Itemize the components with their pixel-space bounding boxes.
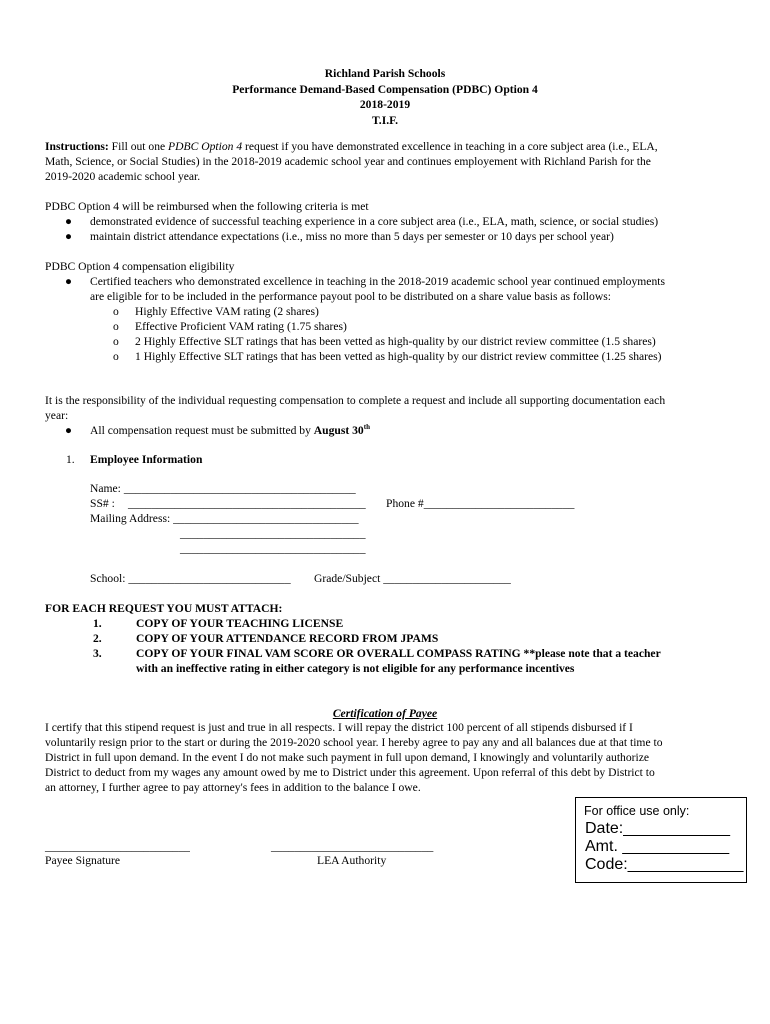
responsibility-text: year:	[45, 409, 69, 422]
attach-item-number: 1.	[93, 617, 102, 630]
name-field[interactable]	[90, 481, 356, 496]
share-item: o Highly Effective VAM rating (2 shares)	[113, 305, 319, 318]
instructions	[45, 139, 735, 184]
instructions-label: Instructions:	[45, 140, 109, 153]
list-item: ● demonstrated evidence of successful teaching experience in a core subject area (i.e., ELA, math, science, or social studies)	[65, 215, 659, 228]
circle-bullet-icon: o	[113, 350, 119, 363]
grade-subject-blank: ______________________	[383, 572, 511, 585]
certification-text	[45, 720, 745, 795]
attach-title: FOR EACH REQUEST YOU MUST ATTACH:	[45, 602, 283, 615]
payee-signature-line[interactable]: _________________________	[45, 840, 190, 853]
bullet-icon: ●	[65, 230, 73, 243]
instructions-text: Fill out one	[108, 140, 169, 153]
attach-item-number: 2.	[93, 632, 102, 645]
bullet-icon: ●	[65, 275, 73, 288]
lea-authority-line[interactable]: ____________________________	[271, 840, 434, 853]
bullet-icon: ●	[65, 424, 73, 437]
share-item: o Effective Proficient VAM rating (1.75 shares)	[113, 320, 347, 333]
share-item: o 1 Highly Effective SLT ratings that has been vetted as high-quality by our district review committee (1.25 shares)	[113, 350, 662, 363]
lea-authority-label: LEA Authority	[317, 854, 387, 867]
eligibility-section	[45, 259, 735, 364]
office-date-field[interactable]: Date:____________	[585, 820, 731, 837]
program-title: Performance Demand-Based Compensation (PDBC) Option 4	[232, 82, 538, 96]
employee-section-number: 1.	[66, 453, 75, 466]
circle-bullet-icon: o	[113, 320, 119, 333]
attach-item-text: COPY OF YOUR TEACHING LICENSE	[136, 617, 344, 630]
mailing-address-field[interactable]	[90, 511, 359, 526]
phone-blank: __________________________	[423, 497, 575, 510]
org-name: Richland Parish Schools	[324, 67, 446, 80]
bullet-icon: ●	[65, 215, 73, 228]
certification-line: I certify that this stipend request is just and true in all respects. I will repay the district 100 percent of all stipends disbursed if I	[45, 721, 633, 734]
name-blank: ________________________________________	[123, 482, 356, 495]
list-item: ● maintain district attendance expectations (i.e., miss no more than 5 days per semester or 10 days per school year)	[65, 230, 614, 243]
employee-section-title: Employee Information	[90, 453, 203, 466]
certification-title: Certification of Payee	[332, 707, 438, 720]
certification-line: District to deduct from my wages any amount owed by me to District under this agreement. Upon referral of this debt by District to	[45, 766, 655, 779]
instructions-line: 2019-2020 academic school year.	[45, 170, 201, 183]
phone-field[interactable]	[386, 496, 574, 511]
instructions-line: Math, Science, or Social Studies) in the 2018-2019 academic school year and continues employement with Richland Parish for the	[45, 155, 651, 168]
share-item: o 2 Highly Effective SLT ratings that has been vetted as high-quality by our district review committee (1.5 shares)	[113, 335, 656, 348]
mailing-address-line2[interactable]: ________________________________	[180, 527, 366, 540]
certification-line: voluntarily resign prior to the start or during the 2019-2020 school year. I hereby agree to pay any and all balances due at that time to	[45, 736, 663, 749]
mailing-address-line3[interactable]: ________________________________	[180, 542, 366, 555]
circle-bullet-icon: o	[113, 335, 119, 348]
ss-field[interactable]	[90, 496, 115, 511]
responsibility-section	[45, 393, 735, 438]
option-name: PDBC Option 4	[168, 140, 243, 153]
office-use-box	[575, 797, 747, 883]
office-use-title: For office use only:	[584, 804, 690, 818]
deadline-item: ● All compensation request must be submitted by August 30th	[65, 423, 370, 437]
attach-item-text-continued: with an ineffective rating in either category is not eligible for any performance incentives	[136, 662, 575, 675]
circle-bullet-icon: o	[113, 305, 119, 318]
mailing-address-label: Mailing Address:	[90, 512, 174, 525]
grade-subject-field[interactable]	[314, 571, 511, 586]
list-item: ● Certified teachers who demonstrated excellence in teaching in the 2018-2019 academic school year continued employments	[65, 275, 665, 288]
criteria-section	[45, 199, 735, 244]
responsibility-text: It is the responsibility of the individual requesting compensation to complete a request and include all supporting documentation each	[45, 394, 666, 407]
instructions-text: request if you have demonstrated excellence in teaching in a core subject area (i.e., ELA,	[242, 140, 658, 153]
criteria-intro: PDBC Option 4 will be reimbursed when the following criteria is met	[45, 200, 369, 213]
ss-blank[interactable]: _________________________________________	[128, 497, 366, 510]
attach-item-number: 3.	[93, 647, 102, 660]
school-field[interactable]	[90, 571, 291, 586]
school-label: School:	[90, 572, 129, 585]
attach-item-text: COPY OF YOUR ATTENDANCE RECORD FROM JPAMS	[136, 632, 439, 645]
program-code: T.I.F.	[371, 113, 399, 127]
mailing-address-blank: ________________________________	[173, 512, 359, 525]
eligibility-intro: PDBC Option 4 compensation eligibility	[45, 260, 235, 273]
deadline-date: August 30	[313, 424, 364, 437]
grade-subject-label: Grade/Subject	[314, 572, 384, 585]
phone-label: Phone #	[386, 497, 424, 510]
list-item-continued: are eligible for to be included in the performance payout pool to be distributed on a share value basis as follows:	[90, 290, 611, 303]
name-label: Name:	[90, 482, 124, 495]
ss-label: SS# :	[90, 497, 115, 510]
form-header	[0, 66, 770, 128]
school-blank: ____________________________	[128, 572, 291, 585]
office-code-field[interactable]: Code:_____________	[585, 856, 744, 873]
office-amount-field[interactable]: Amt. ____________	[585, 838, 730, 855]
school-year: 2018-2019	[359, 98, 411, 111]
payee-signature-label: Payee Signature	[45, 854, 121, 867]
certification-line: District in full upon demand. In the event I do not make such payment in full upon demand, I knowingly and voluntarily authorize	[45, 751, 650, 764]
certification-line: an attorney, I further agree to pay attorney's fees in addition to the balance I owe.	[45, 781, 421, 794]
attach-item-text: COPY OF YOUR FINAL VAM SCORE OR OVERALL COMPASS RATING **please note that a teacher	[136, 647, 661, 660]
